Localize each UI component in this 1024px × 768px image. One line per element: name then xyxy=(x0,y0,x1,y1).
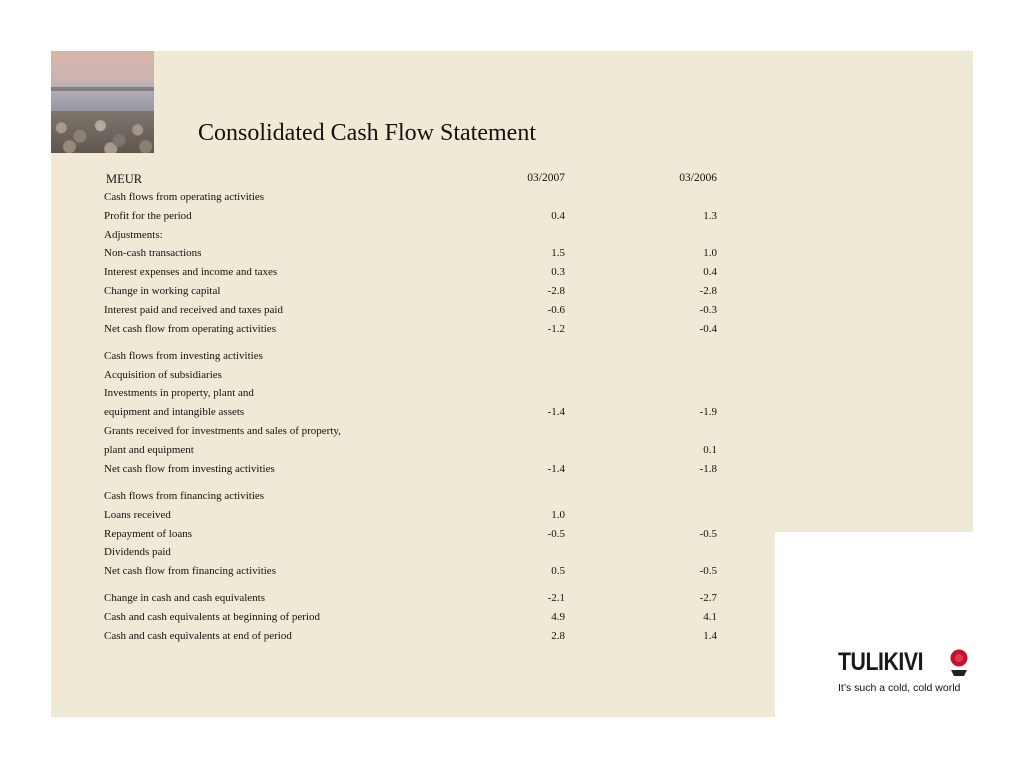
value-2006: -0.5 xyxy=(699,527,717,540)
row-label: Cash flows from operating activities xyxy=(104,191,265,203)
value-2006: -0.4 xyxy=(699,322,717,335)
photo-horizon xyxy=(51,87,154,91)
value-2006: 4.1 xyxy=(703,611,717,624)
value-2006: -2.8 xyxy=(699,284,717,297)
table-row xyxy=(104,244,724,263)
flame-logo-icon xyxy=(947,648,971,678)
table-row xyxy=(104,384,724,403)
value-2007: -0.6 xyxy=(547,303,565,316)
row-label: Profit for the period xyxy=(104,209,192,222)
row-label: Investments in property, plant and xyxy=(104,387,254,400)
value-2006: -1.9 xyxy=(699,406,717,419)
row-label: Cash flows from investing activities xyxy=(104,349,263,362)
table-row xyxy=(104,525,724,544)
table-row xyxy=(104,543,724,562)
value-2006: 0.4 xyxy=(703,266,717,279)
table-row xyxy=(104,263,724,282)
row-label: Grants received for investments and sales of property, xyxy=(104,425,341,438)
value-2006: 0.1 xyxy=(703,443,717,456)
table-row xyxy=(104,301,724,320)
value-2007: -1.4 xyxy=(547,406,565,419)
table-row xyxy=(104,226,724,245)
table-row xyxy=(104,562,724,581)
table-row xyxy=(104,207,724,226)
row-label: Interest paid and received and taxes paid xyxy=(104,303,283,316)
table-row xyxy=(104,506,724,525)
value-2007: -0.5 xyxy=(547,527,565,540)
table-row xyxy=(104,441,724,460)
value-2007: 1.0 xyxy=(551,508,565,521)
table-row xyxy=(104,627,724,646)
row-label: equipment and intangible assets xyxy=(104,406,245,419)
value-2007: 0.3 xyxy=(551,266,565,279)
row-label: Cash flows from financing activities xyxy=(104,489,265,502)
value-2006: -0.3 xyxy=(699,303,717,316)
value-2006: -1.8 xyxy=(699,462,717,475)
table-row xyxy=(104,403,724,422)
row-label: Repayment of loans xyxy=(104,527,192,540)
row-label: Change in working capital xyxy=(104,284,221,297)
unit-header: MEUR xyxy=(106,172,143,186)
row-label: Acquisition of subsidiaries xyxy=(104,368,222,381)
table-row xyxy=(104,366,724,385)
value-2006: 1.4 xyxy=(703,630,717,643)
value-2007: -1.4 xyxy=(547,462,565,475)
value-2007: 4.9 xyxy=(551,611,565,624)
table-row xyxy=(104,589,724,608)
table-row xyxy=(104,422,724,441)
row-label: Loans received xyxy=(104,508,171,521)
column-header-2006: 03/2006 xyxy=(679,172,717,184)
row-label: Cash and cash equivalents at end of period xyxy=(104,630,292,643)
tulikivi-logo: TULIKIVI xyxy=(838,648,924,676)
row-label: Net cash flow from investing activities xyxy=(104,462,275,475)
row-label: Non-cash transactions xyxy=(104,247,202,260)
value-2007: 0.5 xyxy=(551,565,565,578)
value-2006: 1.0 xyxy=(703,247,717,260)
row-label: Net cash flow from operating activities xyxy=(104,322,276,335)
column-header-2007: 03/2007 xyxy=(527,172,565,184)
table-row xyxy=(104,188,724,207)
value-2006: -2.7 xyxy=(699,592,717,605)
value-2007: -2.8 xyxy=(547,284,565,297)
page-title: Consolidated Cash Flow Statement xyxy=(198,120,536,146)
table-row xyxy=(104,460,724,479)
seaside-stones-photo xyxy=(51,51,154,153)
brand-tagline: It’s such a cold, cold world xyxy=(838,682,961,694)
cash-flow-table xyxy=(104,188,724,646)
value-2007: 1.5 xyxy=(551,247,565,260)
row-label: plant and equipment xyxy=(104,443,194,456)
photo-stones xyxy=(51,111,154,153)
row-label: Net cash flow from financing activities xyxy=(104,565,276,578)
table-row xyxy=(104,320,724,339)
row-label: Change in cash and cash equivalents xyxy=(104,592,265,605)
row-label: Adjustments: xyxy=(104,228,163,241)
row-label: Dividends paid xyxy=(104,546,171,559)
value-2007: 0.4 xyxy=(551,209,565,222)
table-row xyxy=(104,282,724,301)
value-2007: -2.1 xyxy=(547,592,565,605)
value-2006: -0.5 xyxy=(699,565,717,578)
value-2006: 1.3 xyxy=(703,209,717,222)
row-label: Cash and cash equivalents at beginning of period xyxy=(104,611,320,624)
value-2007: -1.2 xyxy=(547,322,565,335)
table-row xyxy=(104,347,724,366)
table-row xyxy=(104,608,724,627)
value-2007: 2.8 xyxy=(551,630,565,643)
table-row xyxy=(104,487,724,506)
row-label: Interest expenses and income and taxes xyxy=(104,266,278,279)
